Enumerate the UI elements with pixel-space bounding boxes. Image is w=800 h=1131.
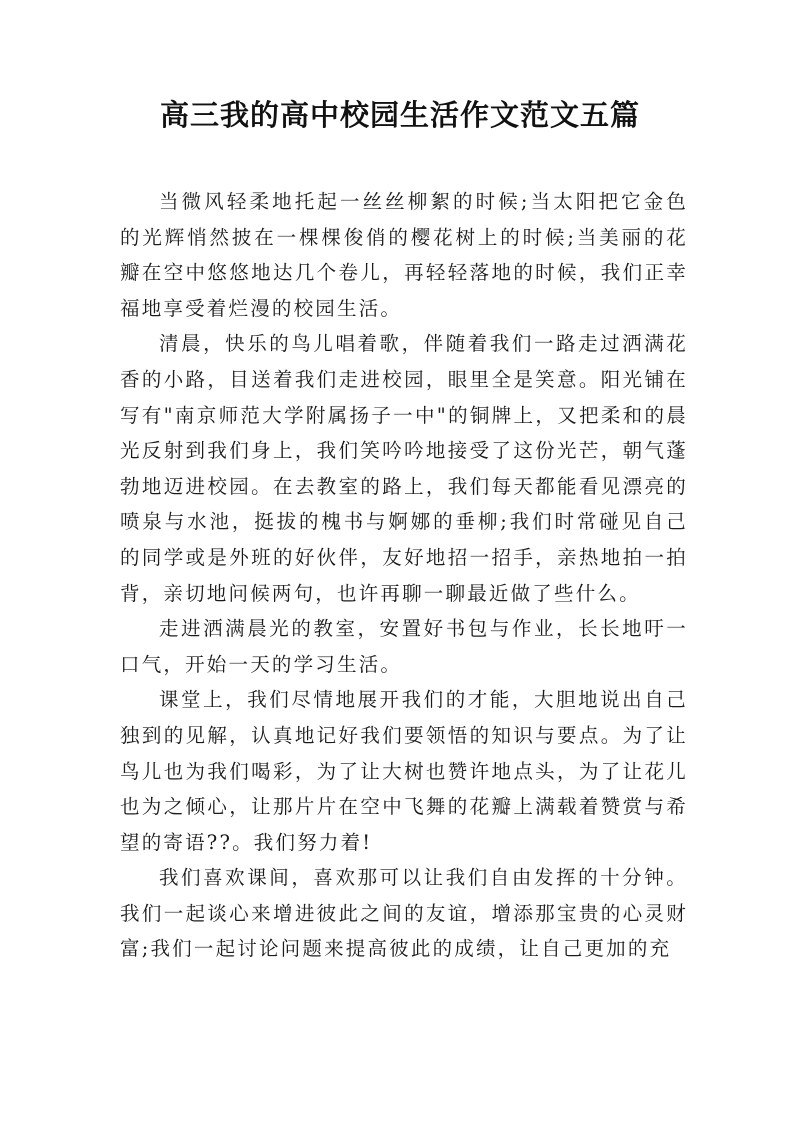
paragraph-4: 课堂上，我们尽情地展开我们的才能，大胆地说出自己独到的见解，认真地记好我们要领悟的知识与要点。为了让鸟儿也为我们喝彩，为了让大树也赞许地点头，为了让花儿也为之倾心，让那片片在空中飞舞的花瓣上满载着赞赏与希望的寄语??。我们努力着!: [120, 688, 688, 854]
article-body: [120, 184, 688, 967]
paragraph-1: 当微风轻柔地托起一丝丝柳絮的时候;当太阳把它金色的光辉悄然披在一棵棵俊俏的樱花树上的时候;当美丽的花瓣在空中悠悠地达几个卷儿，再轻轻落地的时候，我们正幸福地享受着烂漫的校园生活。: [120, 190, 688, 320]
paragraph-2: 清晨，快乐的鸟儿唱着歌，伴随着我们一路走过洒满花香的小路，目送着我们走进校园，眼里全是笑意。阳光铺在写有"南京师范大学附属扬子一中"的铜牌上，又把柔和的晨光反射到我们身上，我们笑吟吟地接受了这份光芒，朝气蓬勃地迈进校园。在去教室的路上，我们每天都能看见漂亮的喷泉与水池，挺拔的槐书与婀娜的垂柳;我们时常碰见自己的同学或是外班的好伙伴，友好地招一招手，亲热地拍一拍背，亲切地问候两句，也许再聊一聊最近做了些什么。: [120, 332, 688, 605]
page-title: 高三我的高中校园生活作文范文五篇: [159, 98, 640, 132]
paragraph-5: 我们喜欢课间，喜欢那可以让我们自由发挥的十分钟。我们一起谈心来增进彼此之间的友谊，增添那宝贵的心灵财富;我们一起讨论问题来提高彼此的成绩，让自己更加的充: [120, 866, 688, 961]
paragraph-3: 走进洒满晨光的教室，安置好书包与作业，长长地吁一口气，开始一天的学习生活。: [120, 617, 688, 676]
